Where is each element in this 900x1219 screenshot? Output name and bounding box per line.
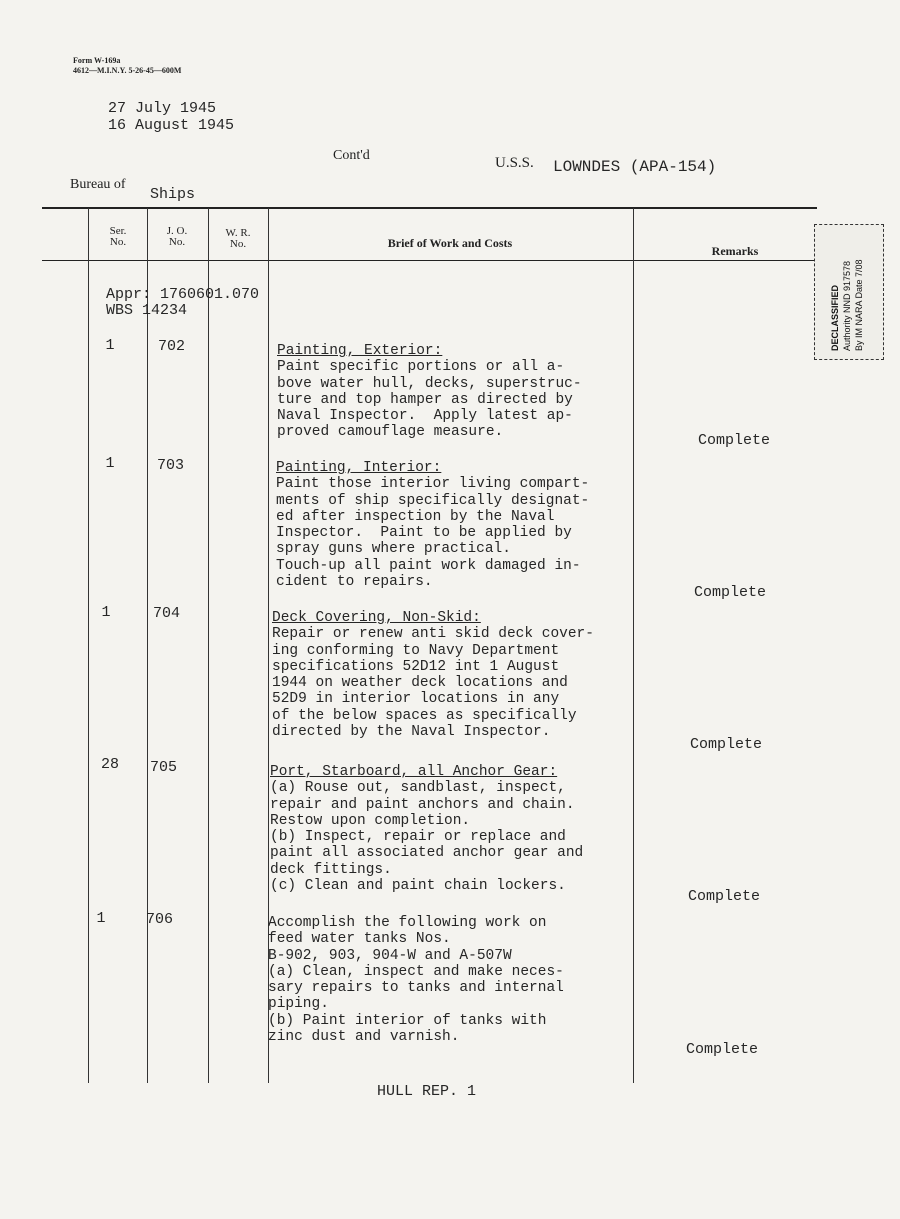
item-ser-no: 28 xyxy=(100,756,119,773)
table-top-rule xyxy=(42,207,817,209)
item-remark: Complete xyxy=(688,888,761,905)
stamp-title: DECLASSIFIED xyxy=(830,284,840,351)
header-brief: Brief of Work and Costs xyxy=(387,236,513,250)
form-number: Form W-169a xyxy=(73,56,121,65)
declassified-stamp xyxy=(814,224,884,360)
form-identifier xyxy=(73,56,181,76)
item-heading: Painting, Exterior: xyxy=(277,343,443,359)
stamp-by-date: By IM NARA Date 7/08 xyxy=(854,259,864,351)
item-jo-no: 705 xyxy=(150,759,178,776)
ship-prefix: U.S.S. xyxy=(495,155,534,171)
item-jo-no: 702 xyxy=(158,338,186,355)
item-remark: Complete xyxy=(686,1041,759,1058)
item-brief: Deck Covering, Non-Skid: Repair or renew anti skid deck cover- ing conforming to Navy Department specifications 52D12 int 1 August 1944 on weather deck locations and 52D9 in interior locations in any of the below spaces as specifically directed by the Naval Inspector. xyxy=(272,610,632,740)
item-heading: Deck Covering, Non-Skid: xyxy=(272,610,481,626)
date-line-2: 16 August 1945 xyxy=(108,117,235,134)
item-brief: Painting, Interior: Paint those interior living compart- ments of ship specifically designat- ed after inspection by the Naval Inspector. Paint to be applied by spray guns where practical. Touch-up all paint work damaged in- cident to repairs. xyxy=(276,460,636,590)
ship-name: LOWNDES (APA-154) xyxy=(553,158,717,176)
item-brief: Accomplish the following work on feed water tanks Nos. B-902, 903, 904-W and A-507W (a) Clean, inspect and make neces- sary repairs to tanks and internal piping. (b) Paint interior of tanks with zinc dust and varnish. xyxy=(268,915,564,1046)
item-jo-no: 706 xyxy=(146,911,174,928)
item-heading: Port, Starboard, all Anchor Gear: xyxy=(270,764,558,780)
item-ser-no: 1 xyxy=(105,455,115,472)
item-ser-no: 1 xyxy=(101,604,111,621)
appropriation-line: Appr: 1760601.070 xyxy=(106,286,260,303)
column-divider-3 xyxy=(208,208,209,1083)
page-footer: HULL REP. 1 xyxy=(377,1083,477,1100)
item-jo-no: 704 xyxy=(153,605,181,622)
item-jo-no: 703 xyxy=(157,457,185,474)
header-jo: J. O. No. xyxy=(166,225,188,248)
item-remark: Complete xyxy=(694,584,767,601)
bureau-value: Ships xyxy=(150,186,196,203)
item-remark: Complete xyxy=(690,736,763,753)
header-ser: Ser. No. xyxy=(109,225,127,248)
item-brief: Painting, Exterior: Paint specific portions or all a- bove water hull, decks, superstruc- ture and top hamper as directed by Naval Inspector. Apply latest ap- proved camouflage measure. xyxy=(277,343,637,441)
stamp-authority: Authority NND 917578 xyxy=(842,260,852,351)
date-line-1: 27 July 1945 xyxy=(108,100,217,117)
item-ser-no: 1 xyxy=(105,337,115,354)
print-code: 4612—M.I.N.Y. 5-26-45—600M xyxy=(73,66,182,75)
column-divider-2 xyxy=(147,208,148,1083)
header-remarks: Remarks xyxy=(711,244,759,258)
table-header-rule xyxy=(42,260,817,261)
appropriation-block xyxy=(106,287,259,319)
item-remark: Complete xyxy=(698,432,771,449)
bureau-label: Bureau of xyxy=(70,177,126,192)
item-heading: Painting, Interior: xyxy=(276,460,442,476)
item-brief: Port, Starboard, all Anchor Gear: (a) Rouse out, sandblast, inspect, repair and paint anchors and chain. Restow upon completion. (b) Inspect, repair or replace and paint all associated anchor gear and deck fittings. (c) Clean and paint chain lockers. xyxy=(270,764,630,894)
column-divider-1 xyxy=(88,208,89,1083)
wbs-line: WBS 14234 xyxy=(106,302,188,319)
item-ser-no: 1 xyxy=(96,910,106,927)
continued-label: Cont'd xyxy=(333,148,370,163)
column-divider-5 xyxy=(633,208,634,1083)
header-wr: W. R. No. xyxy=(225,227,251,250)
